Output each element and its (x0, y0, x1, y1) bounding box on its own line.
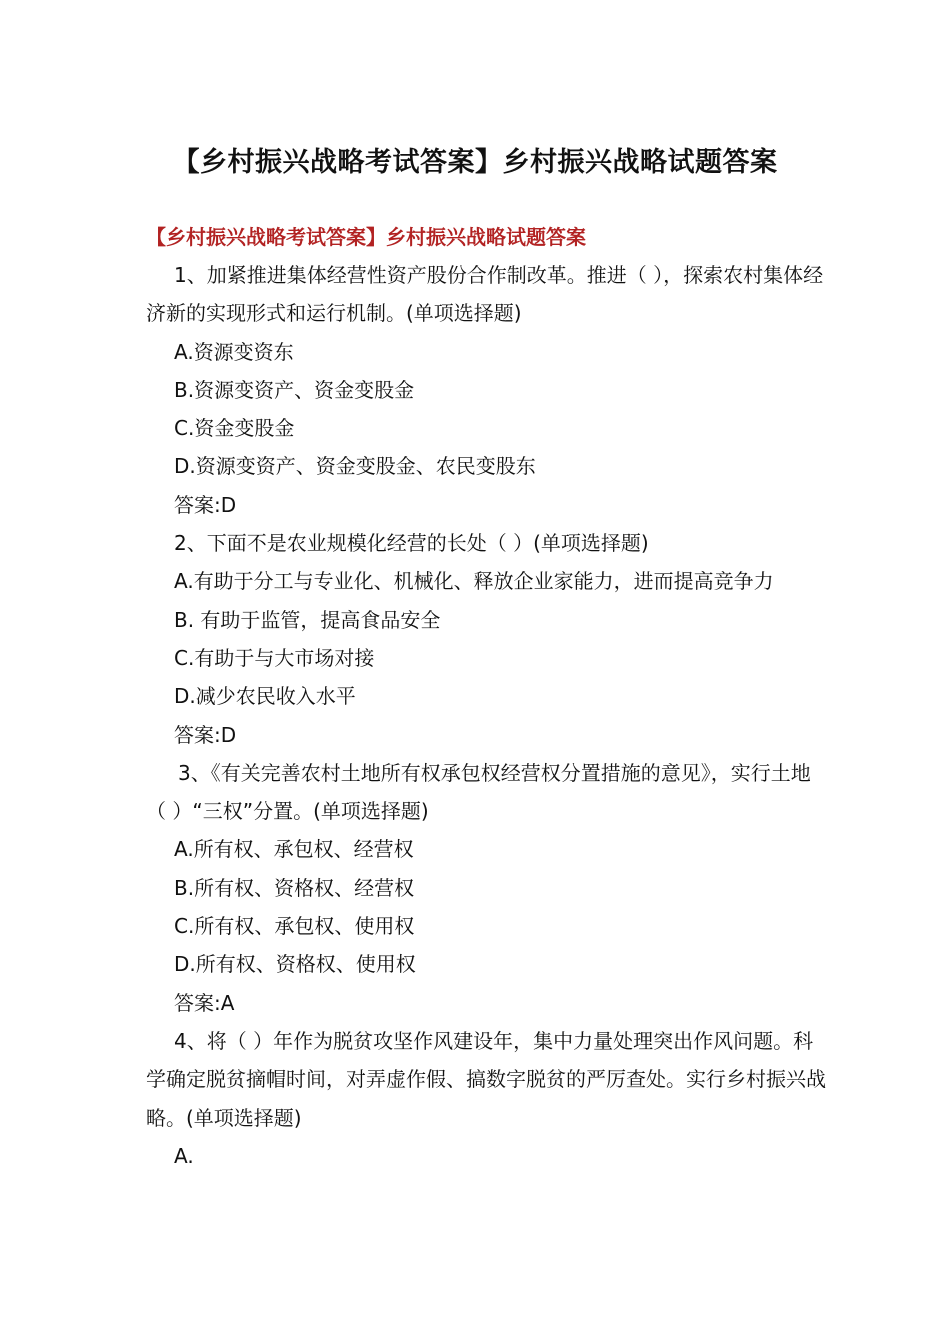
question-1-stem: 1、加紧推进集体经营性资产股份合作制改革。推进（ ），探索农村集体经济新的实现形式和运行机制。(单项选择题) (146, 263, 824, 326)
question-3-option-a: A.所有权、承包权、经营权 (174, 837, 414, 862)
question-4-option-a: A. (174, 1143, 194, 1168)
question-3-option-d: D.所有权、资格权、使用权 (174, 952, 416, 977)
question-2-option-a: A.有助于分工与专业化、机械化、释放企业家能力，进而提高竞争力 (174, 569, 774, 594)
question-1-option-c: C.资金变股金 (174, 416, 295, 441)
question-2-option-b: B. 有助于监管，提高食品安全 (174, 607, 441, 632)
question-1-option-b: B.资源变资产、资金变股金 (174, 377, 415, 402)
question-3-option-b: B.所有权、资格权、经营权 (174, 875, 415, 900)
question-2-answer: 答案:D (174, 722, 237, 747)
document-body (146, 218, 826, 1175)
question-3-answer: 答案:A (174, 990, 235, 1015)
question-1-option-a: A.资源变资东 (174, 339, 294, 364)
document-title: 【乡村振兴战略考试答案】乡村振兴战略试题答案 (172, 147, 778, 178)
question-2-option-d: D.减少农民收入水平 (174, 684, 356, 709)
question-3-option-c: C.所有权、承包权、使用权 (174, 914, 415, 939)
question-3-stem: 3、《有关完善农村土地所有权承包权经营权分置措施的意见》，实行土地（ ）“三权”分置。(单项选择题) (146, 760, 811, 824)
question-1-answer: 答案:D (174, 492, 237, 517)
question-2-option-c: C.有助于与大市场对接 (174, 645, 375, 670)
question-1-option-d: D.资源变资产、资金变股金、农民变股东 (174, 454, 536, 479)
section-heading: 【乡村振兴战略考试答案】乡村振兴战略试题答案 (146, 225, 586, 249)
question-4-stem: 4、将（ ）年作为脱贫攻坚作风建设年，集中力量处理突出作风问题。科学确定脱贫摘帽时间，对弄虚作假、搞数字脱贫的严厉查处。实行乡村振兴战略。(单项选择题) (146, 1028, 826, 1130)
question-2-stem: 2、下面不是农业规模化经营的长处（ ）(单项选择题) (174, 531, 649, 556)
